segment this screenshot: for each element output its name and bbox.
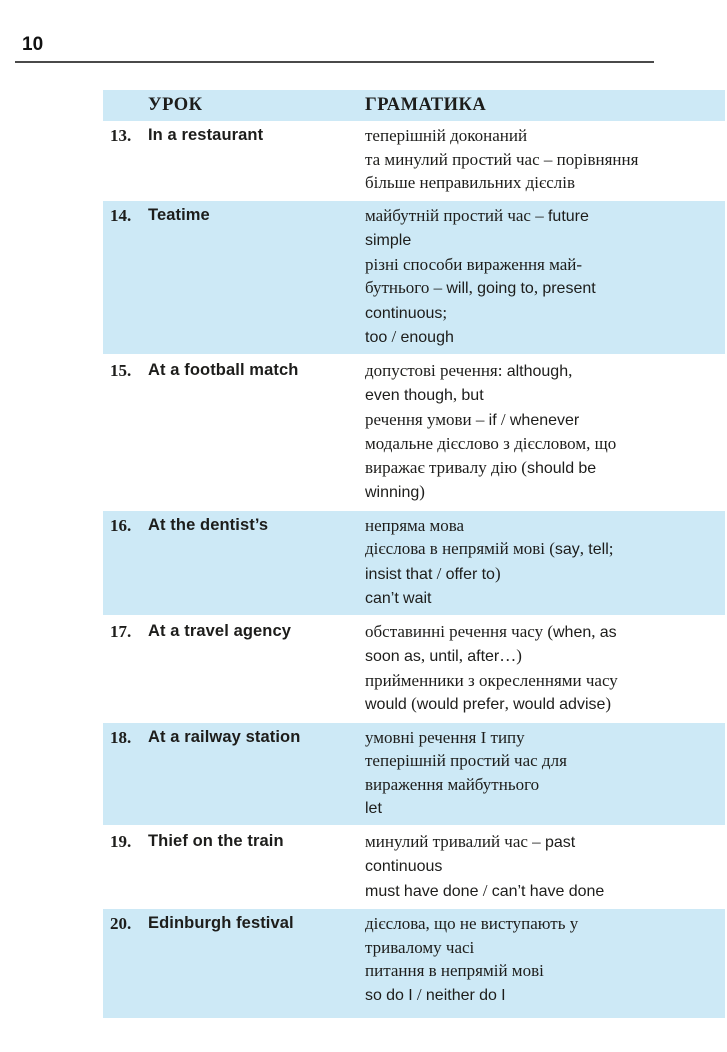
grammar-line: теперішній доконаний xyxy=(365,126,528,145)
table-row xyxy=(103,201,725,354)
lesson-number: 16. xyxy=(110,515,132,535)
grammar-line: would (would prefer, would advise) xyxy=(365,694,612,713)
grammar-line: дієслова, що не виступають у xyxy=(365,914,579,933)
grammar-line: let xyxy=(365,800,382,817)
table-row xyxy=(103,511,725,615)
grammar-line: обставинні речення часу (when, as xyxy=(365,621,617,641)
grammar-line: майбутній простий час – future xyxy=(365,205,589,225)
grammar-cell xyxy=(365,830,725,904)
grammar-cell xyxy=(365,726,725,821)
lesson-title: In a restaurant xyxy=(148,126,264,144)
table-row xyxy=(103,121,725,199)
lesson-number: 18. xyxy=(110,727,132,747)
table-row xyxy=(103,827,725,908)
grammar-line: can’t wait xyxy=(365,590,432,607)
column-header-lesson: УРОК xyxy=(148,95,203,115)
grammar-line: виражає тривалу дію (should be xyxy=(365,457,597,477)
lesson-title: At a travel agency xyxy=(148,621,292,640)
grammar-line: бутнього – will, going to, present xyxy=(365,278,596,297)
grammar-line: continuous; xyxy=(365,302,448,322)
table-row xyxy=(103,617,725,721)
grammar-line: модальне дієслово з дієсловом, що xyxy=(365,434,617,453)
grammar-line: insist that / offer to) xyxy=(365,563,501,583)
lesson-number: 20. xyxy=(110,914,132,933)
lesson-title: Edinburgh festival xyxy=(148,914,294,932)
table-body xyxy=(103,121,725,1018)
lesson-number: 14. xyxy=(110,205,132,225)
grammar-line: вираження майбутнього xyxy=(365,774,540,794)
grammar-line: too / enough xyxy=(365,327,454,346)
grammar-line: теперішній простий час для xyxy=(365,751,567,770)
grammar-line: even though, but xyxy=(365,385,484,404)
grammar-cell xyxy=(365,359,725,505)
table-row xyxy=(103,723,725,825)
lesson-title: At a railway station xyxy=(148,727,301,746)
lesson-title: At the dentist’s xyxy=(148,515,269,534)
grammar-line: непряма мова xyxy=(365,515,465,535)
grammar-line: must have done / can’t have done xyxy=(365,880,605,900)
grammar-line: прийменники з окресленнями часу xyxy=(365,670,618,690)
table-row xyxy=(103,356,725,509)
table-row xyxy=(103,909,725,1018)
grammar-line: допустові речення: although, xyxy=(365,360,573,380)
table-header-row xyxy=(103,90,725,121)
grammar-line: soon as, until, after…) xyxy=(365,646,522,665)
page-number: 10 xyxy=(22,34,44,55)
grammar-line: більше неправильних дієслів xyxy=(365,173,576,192)
lesson-title: Teatime xyxy=(148,205,210,224)
grammar-line: різні способи вираження май- xyxy=(365,254,583,274)
column-header-grammar: ГРАМАТИКА xyxy=(365,95,487,115)
grammar-line: питання в непрямій мові xyxy=(365,961,544,980)
grammar-line: минулий тривалий час – past xyxy=(365,831,576,851)
lesson-number: 19. xyxy=(110,831,132,851)
lesson-title: Thief on the train xyxy=(148,831,284,850)
grammar-cell xyxy=(365,514,725,611)
lesson-number: 17. xyxy=(110,621,132,641)
grammar-line: continuous xyxy=(365,858,443,875)
lesson-number: 13. xyxy=(110,126,132,145)
grammar-line: умовні речення I типу xyxy=(365,727,525,747)
grammar-line: речення умови – if / whenever xyxy=(365,409,580,429)
grammar-line: so do I / neither do I xyxy=(365,984,506,1004)
grammar-cell xyxy=(365,124,725,195)
grammar-line: та минулий простий час – порівняння xyxy=(365,149,639,169)
lesson-number: 15. xyxy=(110,360,132,380)
grammar-line: тривалому часі xyxy=(365,937,475,957)
grammar-cell xyxy=(365,912,725,1007)
grammar-cell xyxy=(365,620,725,717)
lesson-title: At a football match xyxy=(148,360,299,379)
grammar-cell xyxy=(365,204,725,350)
grammar-line: simple xyxy=(365,232,412,249)
grammar-line: дієслова в непрямій мові (say, tell; xyxy=(365,539,614,558)
lessons-table xyxy=(103,90,725,1020)
header-rule xyxy=(15,61,654,63)
grammar-line: winning) xyxy=(365,482,425,501)
